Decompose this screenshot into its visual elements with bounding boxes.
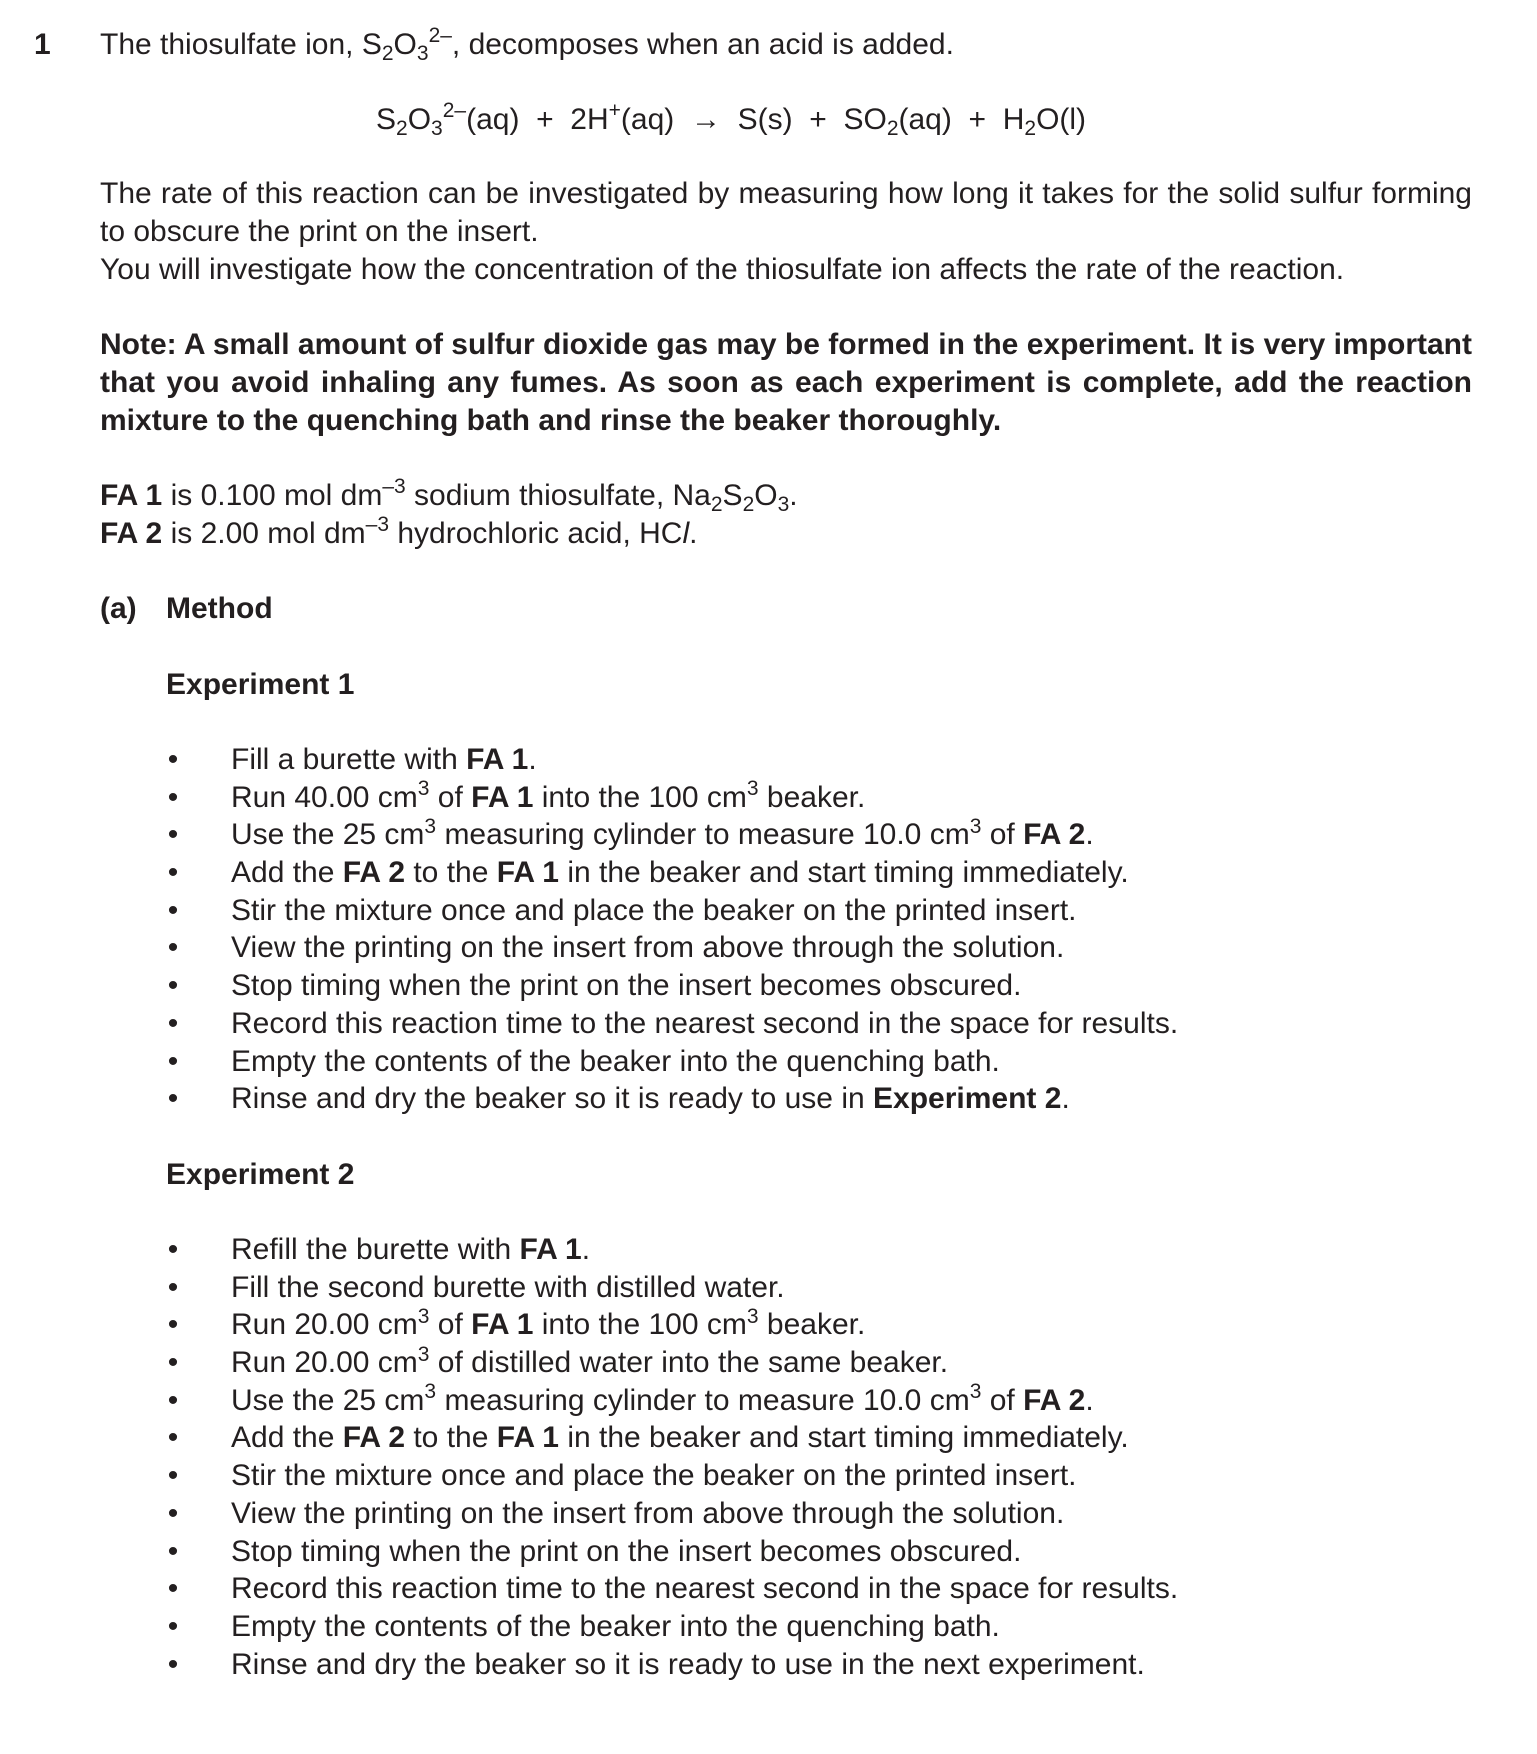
fa2-text: is 2.00 mol dm bbox=[162, 517, 366, 550]
step-text bbox=[231, 1419, 1129, 1457]
fa2-label: FA 2 bbox=[100, 517, 163, 550]
step-fragment: Rinse and dry the beaker so it is ready to use in bbox=[231, 1082, 874, 1116]
fa1-text2: sodium thiosulfate, Na bbox=[405, 479, 711, 512]
step-fragment: Record this reaction time to the nearest second in the space for results. bbox=[231, 1006, 1179, 1040]
step-fragment: 3 bbox=[417, 1342, 430, 1366]
step-text bbox=[231, 1043, 1000, 1081]
step-fragment: 3 bbox=[424, 814, 437, 838]
step-fragment: Rinse and dry the beaker so it is ready to use in the next experiment. bbox=[231, 1647, 1145, 1681]
eq-end: O(l) bbox=[1036, 103, 1087, 136]
step-fragment: to the bbox=[405, 1421, 497, 1455]
step-fragment: View the printing on the insert from above through the solution. bbox=[231, 1496, 1065, 1530]
step-fragment: of bbox=[429, 780, 472, 814]
eq-s: S bbox=[376, 103, 397, 136]
eq-hplus: + bbox=[608, 99, 621, 123]
step-fragment: 3 bbox=[746, 777, 759, 801]
step-fragment: 3 bbox=[969, 814, 982, 838]
fa1-text: is 0.100 mol dm bbox=[162, 479, 383, 512]
fa1-sub2: 2 bbox=[742, 493, 755, 517]
step-fragment: in the beaker and start timing immediately. bbox=[559, 856, 1129, 890]
bullet-dot: • bbox=[167, 780, 179, 814]
step-text bbox=[231, 892, 1077, 930]
step-fragment: . bbox=[1085, 1383, 1094, 1417]
eq-part2: (aq) → S(s) + SO bbox=[620, 103, 887, 136]
eq-part3: (aq) + H bbox=[898, 103, 1025, 136]
intro-charge: 2– bbox=[428, 24, 452, 48]
step-text bbox=[231, 1269, 785, 1307]
step-fragment: FA 2 bbox=[342, 1421, 406, 1455]
step-fragment: FA 2 bbox=[1023, 818, 1086, 852]
fa1-label: FA 1 bbox=[100, 479, 163, 512]
fa2-exp: –3 bbox=[365, 513, 390, 537]
fa2-text2: hydrochloric acid, HC bbox=[389, 517, 683, 550]
step-text bbox=[231, 967, 1021, 1005]
fa1-line bbox=[100, 477, 798, 515]
step-text bbox=[231, 1005, 1178, 1043]
step-fragment: Run 40.00 cm bbox=[231, 780, 418, 814]
step-fragment: Use the 25 cm bbox=[231, 1383, 425, 1417]
part-a-label: (a) bbox=[100, 592, 137, 625]
fa1-s: S bbox=[722, 479, 743, 512]
step-fragment: 3 bbox=[417, 777, 430, 801]
step-text bbox=[231, 1382, 1094, 1420]
step-fragment: FA 1 bbox=[466, 743, 529, 776]
step-fragment: . bbox=[1085, 818, 1094, 852]
step-text bbox=[231, 1646, 1145, 1684]
step-fragment: 3 bbox=[746, 1304, 759, 1328]
step-fragment: of bbox=[981, 1383, 1024, 1417]
step-text bbox=[231, 1533, 1021, 1571]
fa1-exp: –3 bbox=[382, 475, 406, 499]
experiment-2-title: Experiment 2 bbox=[166, 1158, 355, 1191]
bullet-dot: • bbox=[167, 931, 179, 965]
step-fragment: beaker. bbox=[758, 780, 866, 814]
step-text bbox=[231, 1344, 948, 1382]
eq-part1: (aq) + 2H bbox=[466, 103, 609, 136]
eq-o: O bbox=[407, 103, 432, 136]
step-fragment: FA 1 bbox=[496, 1421, 559, 1455]
step-fragment: Refill the burette with bbox=[231, 1233, 520, 1266]
question-number: 1 bbox=[34, 28, 51, 61]
investigation-paragraph: You will investigate how the concentration of the thiosulfate ion affects the rate of the reaction. bbox=[100, 253, 1345, 286]
step-text bbox=[231, 1495, 1064, 1533]
intro-suffix: , decomposes when an acid is added. bbox=[451, 28, 954, 61]
eq-so2-sub: 2 bbox=[886, 117, 899, 141]
step-text bbox=[231, 929, 1064, 967]
bullet-dot: • bbox=[167, 893, 179, 927]
bullet-dot: • bbox=[167, 743, 179, 776]
step-fragment: . bbox=[1061, 1082, 1070, 1116]
bullet-dot: • bbox=[167, 1233, 179, 1266]
step-fragment: Stir the mixture once and place the beaker on the printed insert. bbox=[231, 893, 1077, 927]
eq-sub2: 3 bbox=[431, 117, 443, 141]
step-fragment: Stop timing when the print on the insert becomes obscured. bbox=[231, 1534, 1022, 1568]
bullet-dot: • bbox=[167, 1082, 179, 1116]
step-fragment: FA 2 bbox=[1023, 1383, 1086, 1417]
bullet-dot: • bbox=[167, 1647, 179, 1681]
reaction-equation bbox=[376, 101, 1086, 139]
step-fragment: FA 1 bbox=[496, 856, 559, 890]
step-fragment: . bbox=[528, 743, 537, 776]
step-fragment: View the printing on the insert from above through the solution. bbox=[231, 931, 1065, 965]
experiment-1-title: Experiment 1 bbox=[166, 668, 355, 701]
eq-sub1: 2 bbox=[396, 117, 408, 141]
bullet-dot: • bbox=[167, 1308, 179, 1342]
step-fragment: . bbox=[581, 1233, 591, 1266]
step-fragment: Use the 25 cm bbox=[231, 818, 425, 852]
step-fragment: beaker. bbox=[758, 1308, 866, 1342]
step-text bbox=[231, 854, 1129, 892]
fa1-sub1: 2 bbox=[710, 493, 723, 517]
intro-prefix: The thiosulfate ion, S bbox=[100, 28, 382, 61]
step-text bbox=[231, 779, 865, 817]
step-fragment: FA 1 bbox=[471, 780, 534, 814]
step-fragment: FA 1 bbox=[471, 1308, 534, 1342]
bullet-dot: • bbox=[167, 1572, 179, 1606]
step-fragment: Stir the mixture once and place the beaker on the printed insert. bbox=[231, 1459, 1077, 1493]
bullet-dot: • bbox=[167, 856, 179, 890]
part-a-title: Method bbox=[166, 592, 273, 625]
bullet-dot: • bbox=[167, 1006, 179, 1040]
step-fragment: Add the bbox=[231, 856, 343, 890]
intro-o: O bbox=[393, 28, 417, 61]
step-fragment: 3 bbox=[417, 1304, 430, 1328]
step-text bbox=[231, 816, 1094, 854]
step-fragment: 3 bbox=[969, 1380, 982, 1404]
intro-sub2: 3 bbox=[416, 42, 429, 66]
step-fragment: FA 1 bbox=[519, 1233, 582, 1266]
bullet-dot: • bbox=[167, 1346, 179, 1380]
step-fragment: of bbox=[981, 818, 1024, 852]
step-fragment: Experiment 2 bbox=[873, 1082, 1062, 1116]
step-text bbox=[231, 1570, 1178, 1608]
step-fragment: to the bbox=[405, 856, 497, 890]
fa2-line bbox=[100, 515, 697, 553]
step-text bbox=[231, 1080, 1070, 1118]
intro-line bbox=[100, 26, 954, 64]
step-fragment: FA 2 bbox=[342, 856, 406, 890]
bullet-dot: • bbox=[167, 1270, 179, 1304]
fa2-italic-l: l bbox=[682, 517, 690, 550]
step-text bbox=[231, 1231, 590, 1269]
step-fragment: Empty the contents of the beaker into the quenching bath. bbox=[231, 1609, 1000, 1643]
step-fragment: into the 100 cm bbox=[533, 1308, 747, 1342]
step-fragment: measuring cylinder to measure 10.0 cm bbox=[436, 818, 970, 852]
step-fragment: of distilled water into the same beaker. bbox=[429, 1346, 949, 1380]
safety-note: Note: A small amount of sulfur dioxide gas may be formed in the experiment. It is very important that you avoid inhaling any fumes. As soon as each experiment is complete, add the reaction mixture to the quenching bath and rinse the beaker thoroughly. bbox=[100, 328, 1472, 437]
step-fragment: into the 100 cm bbox=[533, 780, 747, 814]
bullet-dot: • bbox=[167, 1383, 179, 1417]
fa1-end: . bbox=[789, 479, 798, 512]
bullet-dot: • bbox=[167, 1534, 179, 1568]
step-fragment: Run 20.00 cm bbox=[231, 1346, 418, 1380]
step-fragment: in the beaker and start timing immediately. bbox=[559, 1421, 1129, 1455]
bullet-dot: • bbox=[167, 1044, 179, 1078]
bullet-dot: • bbox=[167, 1421, 179, 1455]
bullet-dot: • bbox=[167, 1609, 179, 1643]
step-text bbox=[231, 741, 537, 779]
fa1-o: O bbox=[754, 479, 778, 512]
bullet-dot: • bbox=[167, 969, 179, 1003]
eq-h2-sub: 2 bbox=[1024, 117, 1037, 141]
step-fragment: Fill a burette with bbox=[231, 743, 467, 776]
step-fragment: 3 bbox=[424, 1380, 437, 1404]
step-text bbox=[231, 1457, 1077, 1495]
step-fragment: Fill the second burette with distilled water. bbox=[231, 1270, 785, 1304]
step-fragment: Stop timing when the print on the insert becomes obscured. bbox=[231, 969, 1022, 1003]
step-fragment: of bbox=[429, 1308, 472, 1342]
step-fragment: Record this reaction time to the nearest second in the space for results. bbox=[231, 1572, 1179, 1606]
step-fragment: Run 20.00 cm bbox=[231, 1308, 418, 1342]
rate-paragraph: The rate of this reaction can be investigated by measuring how long it takes for the solid sulfur forming to obscure the print on the insert. bbox=[100, 177, 1472, 248]
intro-sub1: 2 bbox=[381, 42, 394, 66]
step-fragment: Add the bbox=[231, 1421, 343, 1455]
step-fragment: Empty the contents of the beaker into the quenching bath. bbox=[231, 1044, 1000, 1078]
bullet-dot: • bbox=[167, 818, 179, 852]
step-text bbox=[231, 1608, 1000, 1646]
fa2-end: . bbox=[689, 517, 698, 550]
step-fragment: measuring cylinder to measure 10.0 cm bbox=[436, 1383, 970, 1417]
step-text bbox=[231, 1306, 865, 1344]
bullet-dot: • bbox=[167, 1459, 179, 1493]
fa1-sub3: 3 bbox=[777, 493, 790, 517]
bullet-dot: • bbox=[167, 1496, 179, 1530]
eq-charge: 2– bbox=[442, 99, 467, 123]
